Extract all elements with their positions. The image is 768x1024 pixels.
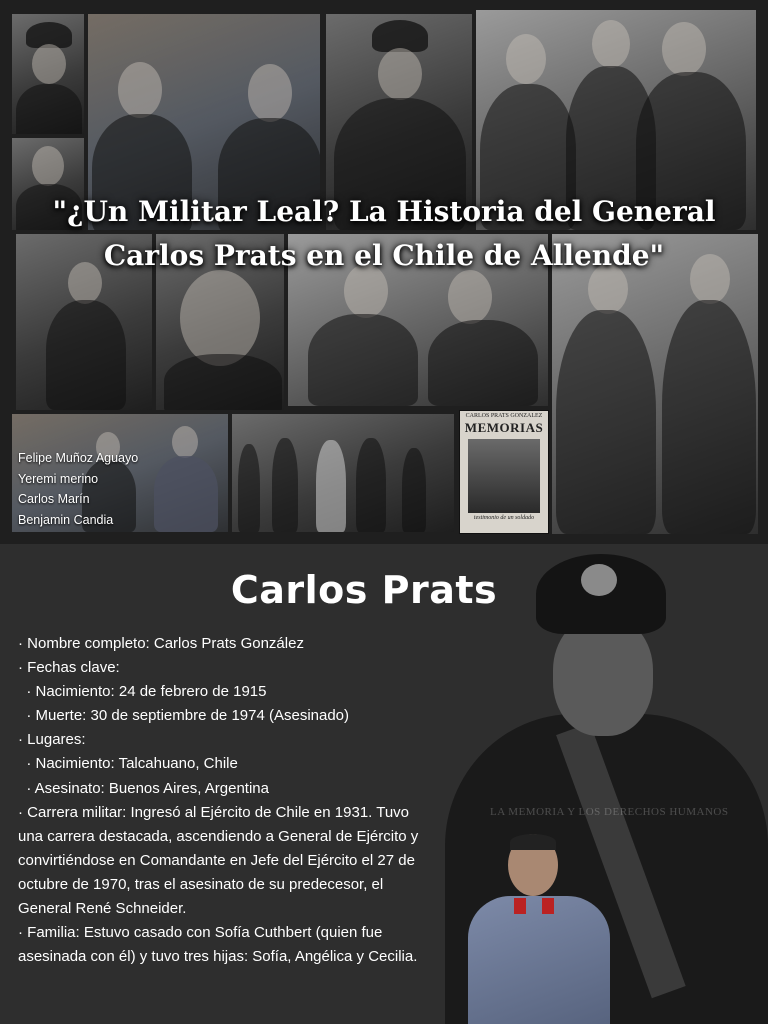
info-line: · Muerte: 30 de septiembre de 1974 (Asesinado) bbox=[18, 707, 350, 725]
author-name: Benjamin Candia bbox=[18, 512, 114, 527]
author-name: Felipe Muñoz Aguayo bbox=[18, 451, 139, 465]
info-line: · Nombre completo: Carlos Prats González bbox=[18, 635, 304, 652]
book-title: MEMORIAS bbox=[464, 420, 544, 435]
profile-info bbox=[18, 632, 438, 969]
page-title bbox=[20, 190, 748, 278]
collage-photo bbox=[232, 414, 454, 532]
info-line: · Lugares: bbox=[18, 731, 86, 749]
family-paragraph: · Familia: Estuvo casado con Sofía Cuthbert (quien fue asesinada con él) y tuvo tres hijas: Sofía, Angélica y Cecilia. bbox=[18, 924, 418, 966]
info-line: · Asesinato: Buenos Aires, Argentina bbox=[18, 779, 269, 797]
title-line-2: Carlos Prats en el Chile de Allende" bbox=[103, 239, 665, 272]
info-line: · Fechas clave: bbox=[18, 659, 120, 677]
author-name: Yeremi merino bbox=[18, 471, 99, 486]
book-author: CARLOS PRATS GONZALEZ bbox=[465, 413, 543, 419]
author-name: Carlos Marín bbox=[18, 492, 90, 506]
collage-photo bbox=[552, 234, 758, 534]
portrait-blue-uniform-photo bbox=[468, 834, 610, 1024]
memorias-book-cover bbox=[459, 410, 549, 534]
career-paragraph: · Carrera militar: Ingresó al Ejército de Chile en 1931. Tuvo una carrera destacada, ascendiendo a General de Ejército y convirtiéndose en Comandante en Jefe del Ejército el 27 de octubre de 1970, tras el asesinato de su predecesor, el General René Schneider. bbox=[18, 803, 419, 918]
authors-list bbox=[18, 448, 138, 530]
info-line: · Nacimiento: Talcahuano, Chile bbox=[18, 755, 238, 773]
book-cover-photo bbox=[468, 439, 540, 513]
profile-name: Carlos Prats bbox=[230, 568, 498, 612]
title-line-1: "¿Un Militar Leal? La Historia del General bbox=[52, 195, 716, 228]
profile-section bbox=[0, 544, 768, 1024]
book-subtitle: testimonio de un soldado bbox=[473, 515, 535, 521]
photo-watermark: LA MEMORIA Y LOS DERECHOS HUMANOS bbox=[490, 806, 729, 818]
info-line: · Nacimiento: 24 de febrero de 1915 bbox=[18, 683, 267, 701]
collage-photo bbox=[12, 14, 84, 134]
